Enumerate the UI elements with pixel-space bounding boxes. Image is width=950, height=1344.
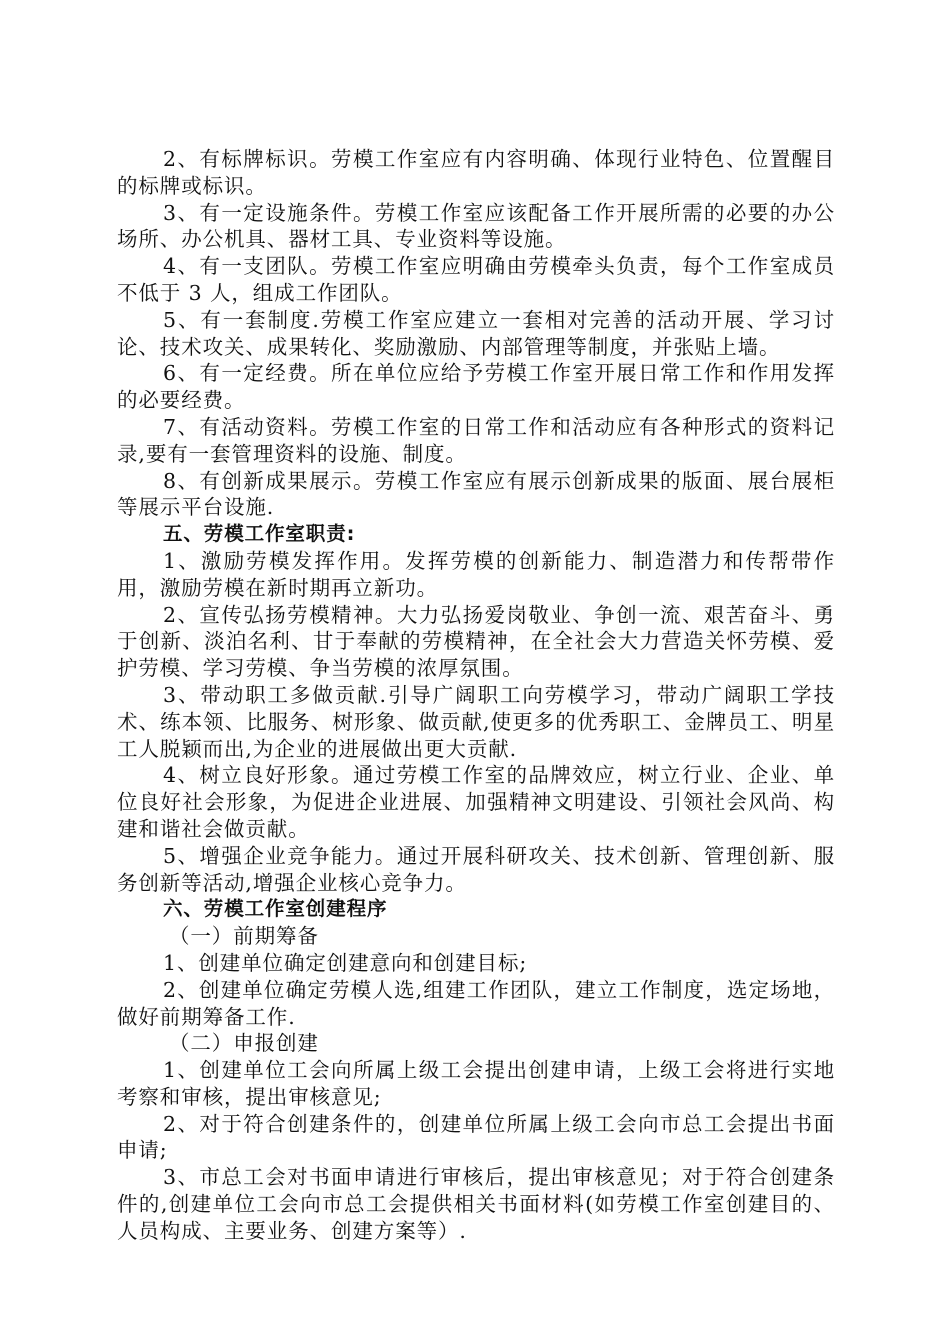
paragraph: 2、宣传弘扬劳模精神。大力弘扬爱岗敬业、争创一流、艰苦奋斗、勇于创新、淡泊名利、甘于奉献的劳模精神，在全社会大力营造关怀劳模、爱护劳模、学习劳模、争当劳模的浓厚氛围。 [117,602,835,681]
paragraph: 7、有活动资料。劳模工作室的日常工作和活动应有各种形式的资料记录,要有一套管理资料的设施、制度。 [117,414,835,466]
section-heading: 六、劳模工作室创建程序 [163,897,388,921]
paragraph: 5、有一套制度.劳模工作室应建立一套相对完善的活动开展、学习讨论、技术攻关、成果转化、奖励激励、内部管理等制度，并张贴上墙。 [117,307,835,359]
paragraph: 2、创建单位确定劳模人选,组建工作团队，建立工作制度，选定场地，做好前期筹备工作. [117,977,835,1029]
paragraph: 4、有一支团队。劳模工作室应明确由劳模牵头负责，每个工作室成员不低于 3 人，组成工作团队。 [117,254,835,305]
paragraph: 3、带动职工多做贡献.引导广阔职工向劳模学习，带动广阔职工学技术、练本领、比服务、树形象、做贡献,使更多的优秀职工、金牌员工、明星工人脱颖而出,为企业的进展做出更大贡献. [117,682,835,761]
section-heading: 五、劳模工作室职责: [163,522,356,546]
paragraph: 2、有标牌标识。劳模工作室应有内容明确、体现行业特色、位置醒目的标牌或标识。 [117,147,835,198]
paragraph: 1、创建单位确定创建意向和创建目标; [163,950,528,975]
paragraph: 5、增强企业竞争能力。通过开展科研攻关、技术创新、管理创新、服务创新等活动,增强企业核心竞争力。 [117,843,835,895]
paragraph: 4、树立良好形象。通过劳模工作室的品牌效应，树立行业、企业、单位良好社会形象，为促进企业进展、加强精神文明建设、引领社会风尚、构建和谐社会做贡献。 [117,763,835,841]
paragraph: 6、有一定经费。所在单位应给予劳模工作室开展日常工作和作用发挥的必要经费。 [117,361,835,413]
paragraph: 1、创建单位工会向所属上级工会提出创建申请，上级工会将进行实地考察和审核，提出审核意见; [117,1058,835,1109]
subsection-heading: （二）申报创建 [169,1031,319,1056]
document-body [117,146,835,1245]
paragraph: 2、对于符合创建条件的，创建单位所属上级工会向市总工会提出书面申请; [117,1111,835,1163]
paragraph: 8、有创新成果展示。劳模工作室应有展示创新成果的版面、展台展柜等展示平台设施. [117,468,835,520]
paragraph: 3、市总工会对书面申请进行审核后，提出审核意见；对于符合创建条件的,创建单位工会向市总工会提供相关书面材料(如劳模工作室创建目的、人员构成、主要业务、创建方案等）. [117,1165,835,1243]
subsection-heading: （一）前期筹备 [169,924,319,949]
paragraph: 3、有一定设施条件。劳模工作室应该配备工作开展所需的必要的办公场所、办公机具、器材工具、专业资料等设施。 [117,200,835,252]
paragraph: 1、激励劳模发挥作用。发挥劳模的创新能力、制造潜力和传帮带作用，激励劳模在新时期再立新功。 [117,548,835,600]
